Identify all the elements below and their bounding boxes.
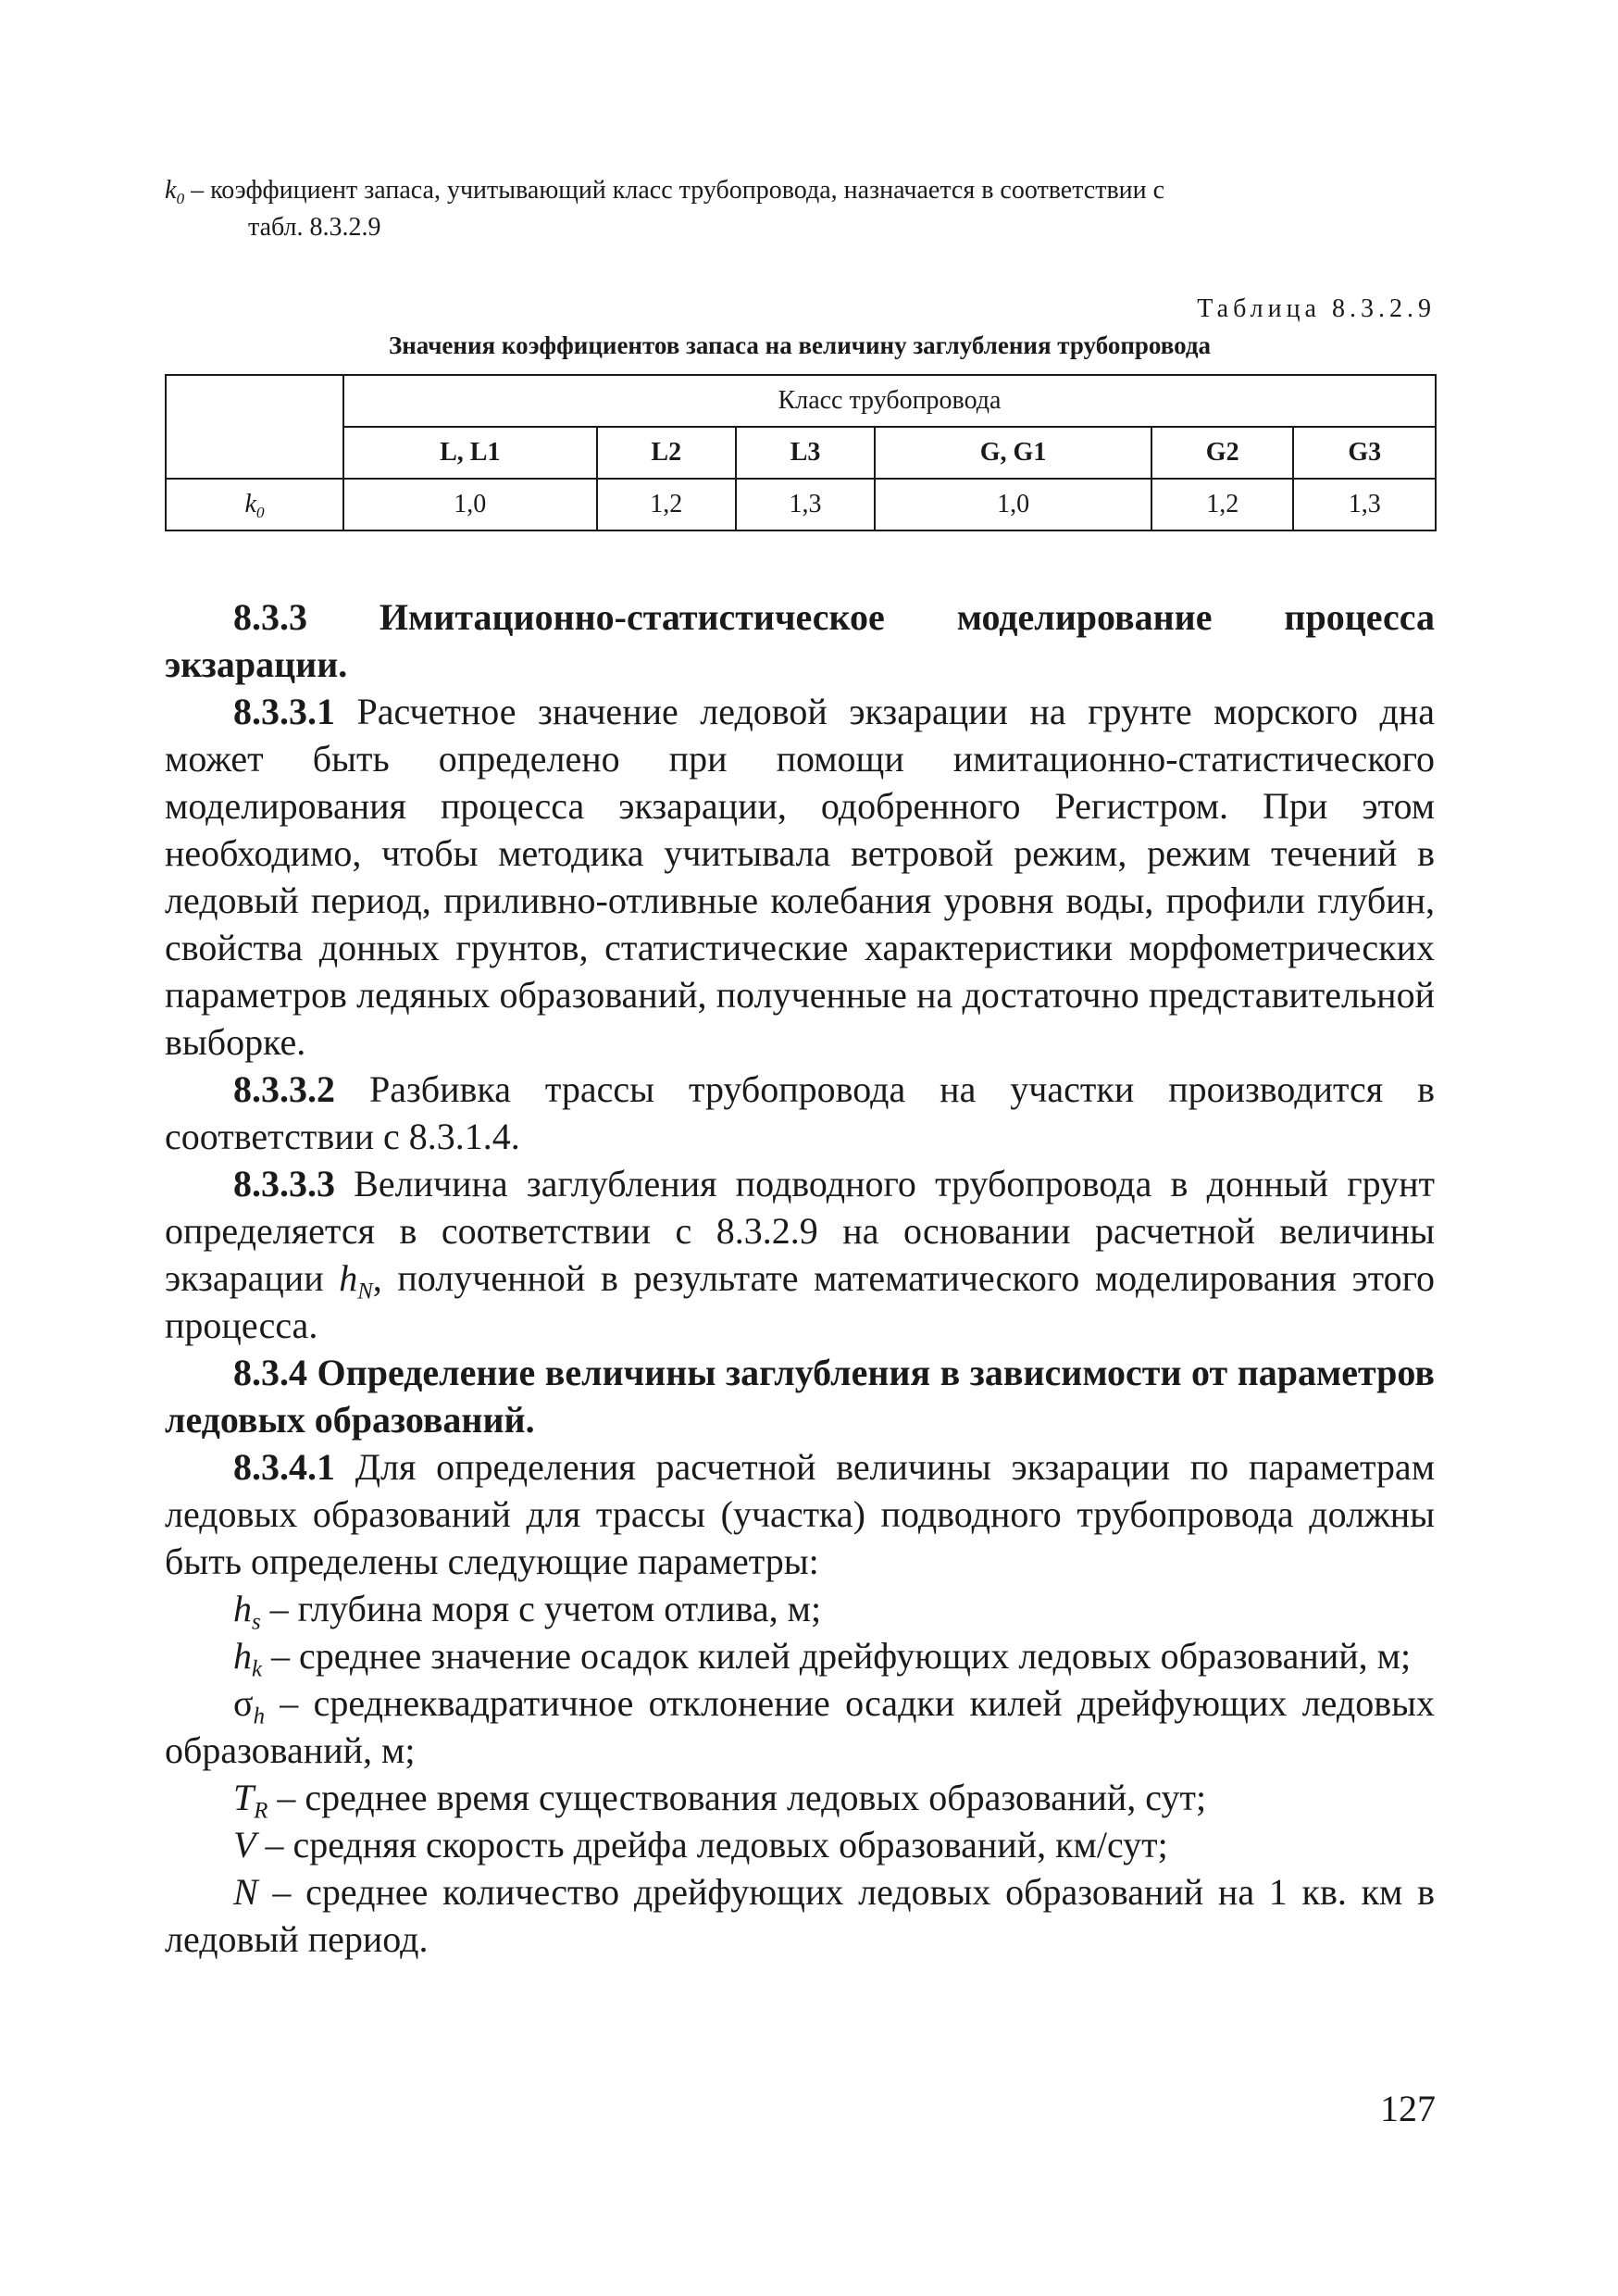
table-group-header: Класс трубопровода xyxy=(343,375,1436,427)
section-heading-8-3-3: 8.3.3 Имитационно-статистическое моделирование процесса экзарации. xyxy=(165,596,1435,685)
column-header: G3 xyxy=(1293,427,1436,479)
table-header-row-1 xyxy=(166,375,1436,427)
k0-symbol: $k_0$ xyxy=(165,176,185,208)
page-number: 127 xyxy=(1380,2088,1436,2129)
table-cell: 1,2 xyxy=(1151,479,1293,530)
safety-factor-table xyxy=(165,374,1437,531)
k0-definition-text: – коэффициент запаса, учитывающий класс трубопровода, назначается в соответствии с xyxy=(184,176,1165,205)
column-header: G2 xyxy=(1151,427,1293,479)
table-row xyxy=(166,479,1436,530)
table-cell: 1,0 xyxy=(343,479,597,530)
column-header: L3 xyxy=(736,427,875,479)
table-cell: 1,2 xyxy=(597,479,736,530)
parameter-item: N – среднее количество дрейфующих ледовых образований на 1 кв. км в ледовый период. xyxy=(165,1871,1435,1960)
row-label-k0: $k_0$ xyxy=(166,479,343,530)
table-title: Значения коэффициентов запаса на величину заглубления трубопровода xyxy=(388,331,1212,359)
paragraph-8-3-3-3: 8.3.3.3 Величина заглубления подводного трубопровода в донный грунт определяется в соответствии с 8.3.2.9 на основании расчетной величины экзарации $h_N$, полученной в результате математического моделирования этого процесса. xyxy=(165,1163,1435,1346)
table-number: Таблица 8.3.2.9 xyxy=(1197,294,1436,323)
table-cell: 1,3 xyxy=(736,479,875,530)
paragraph-8-3-3-2: 8.3.3.2 Разбивка трассы трубопровода на участки производится в соответствии с 8.3.1.4. xyxy=(165,1068,1435,1157)
table-corner-cell xyxy=(166,375,343,479)
table-cell: 1,0 xyxy=(875,479,1151,530)
parameter-item: $h_s$ – глубина моря с учетом отлива, м; xyxy=(233,1588,822,1635)
body-text xyxy=(165,593,1435,1963)
table-cell: 1,3 xyxy=(1293,479,1436,530)
column-header: L, L1 xyxy=(343,427,597,479)
column-header: L2 xyxy=(597,427,736,479)
parameter-item: $h_k$ – среднее значение осадок килей дрейфующих ледовых образований, м; xyxy=(233,1635,1412,1682)
section-heading-8-3-4: 8.3.4 Определение величины заглубления в зависимости от параметров ледовых образований. xyxy=(165,1352,1435,1441)
parameter-item: V – средняя скорость дрейфа ледовых образований, км/сут; xyxy=(233,1824,1168,1866)
parameter-item: $\sigma_h$ – среднеквадратичное отклонение осадки килей дрейфующих ледовых образований, м; xyxy=(165,1682,1435,1771)
paragraph-8-3-3-1: 8.3.3.1 Расчетное значение ледовой экзарации на грунте морского дна может быть определено при помощи имитационно-статистического моделирования процесса экзарации, одобренного Регистром. При этом необходимо, чтобы методика учитывала ветровой режим, режим течений в ледовый период, приливно-отливные колебания уровня воды, профили глубин, свойства донных грунтов, статистические характеристики морфометрических параметров ледяных образований, полученные на достаточно представительной выборке. xyxy=(165,691,1435,1063)
hn-symbol: $h_N$ xyxy=(339,1257,373,1304)
paragraph-8-3-4-1: 8.3.4.1 Для определения расчетной величины экзарации по параметрам ледовых образований для трассы (участка) подводного трубопровода должны быть определены следующие параметры: xyxy=(165,1446,1435,1582)
column-header: G, G1 xyxy=(875,427,1151,479)
k0-definition xyxy=(165,172,1435,246)
table-header-row-2 xyxy=(166,427,1436,479)
parameter-item: $T_R$ – среднее время существования ледовых образований, сут; xyxy=(233,1777,1207,1824)
k0-definition-reference: табл. 8.3.2.9 xyxy=(248,213,381,242)
